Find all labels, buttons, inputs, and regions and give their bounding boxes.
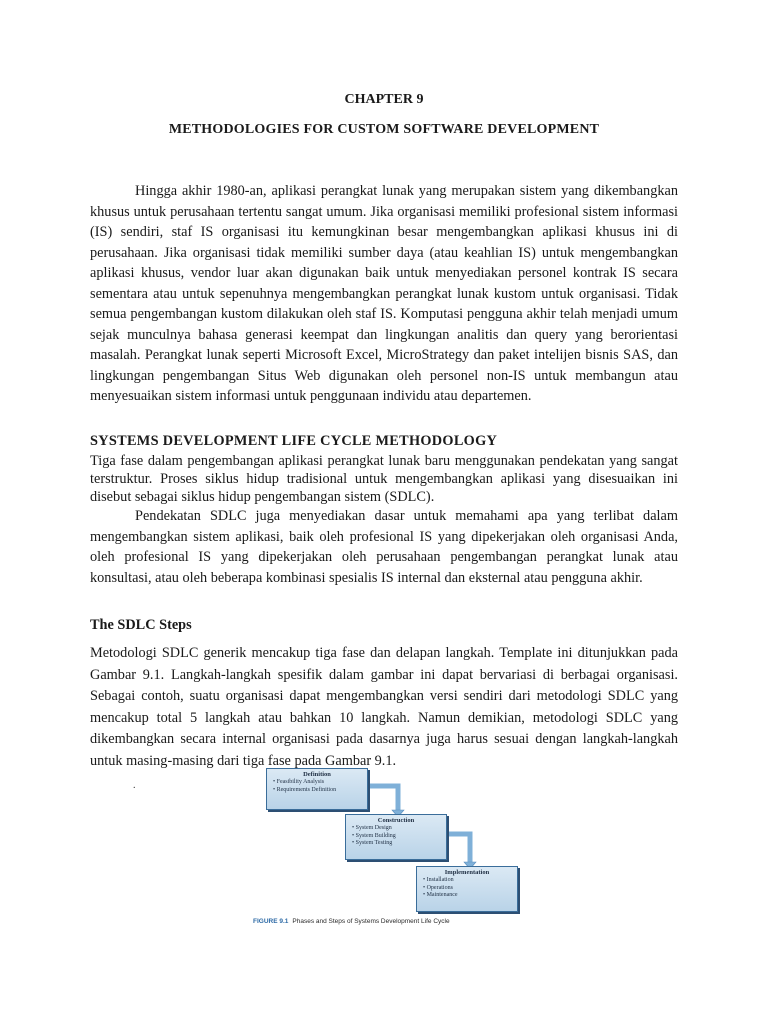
phase-box-implementation	[416, 866, 518, 912]
phase-step: • Maintenance	[423, 892, 458, 898]
phase-step: • System Testing	[352, 840, 393, 846]
phase-step: • Installation	[423, 877, 454, 883]
arrow-definition-to-construction	[366, 786, 398, 812]
figure-number: FIGURE 9.1	[253, 918, 289, 925]
chapter-label: CHAPTER 9	[344, 92, 424, 107]
paragraph-sdlc-steps: Metodologi SDLC generik mencakup tiga fase dan delapan langkah. Template ini ditunjukkan pada Gambar 9.1. Langkah-langkah spesifik dalam gambar ini dapat bervariasi di berbagai organisasi. Sebagai contoh, suatu organisasi dapat mengembangkan versi sendiri dari metodologi SDLC yang mencakup total 5 langkah atau bahkan 10 langkah. Namun demikian, metodologi SDLC yang dikembangkan secara internal organisasi pada dasarnya juga harus sesuai dengan langkah-langkah untuk masing-masing dari tiga fase pada Gambar 9.1.	[90, 645, 678, 769]
section-heading-sdlc: SYSTEMS DEVELOPMENT LIFE CYCLE METHODOLOGY	[90, 433, 498, 449]
phase-step: • Operations	[423, 884, 453, 891]
paragraph-sdlc-phases: Tiga fase dalam pengembangan aplikasi perangkat lunak baru menggunakan pendekatan yang sangat terstruktur. Proses siklus hidup tradisional untuk mengembangkan aplikasi yang disesuaikan ini disebut sebagai siklus hidup pengembangan sistem (SDLC).	[90, 453, 678, 505]
paragraph-sdlc-approach: Pendekatan SDLC juga menyediakan dasar untuk memahami apa yang terlibat dalam mengembangkan sistem aplikasi, baik oleh profesional IS yang dipekerjakan oleh organisasi Anda, oleh profesional IS yang dipekerjakan oleh perusahaan pengembangan perangkat lunak atau konsultasi, atau oleh beberapa kombinasi spesialis IS internal dan eksternal atau pengguna akhir.	[90, 508, 678, 586]
figure-caption	[253, 918, 450, 925]
sdlc-figure	[253, 764, 538, 934]
phase-step: • Requirements Definition	[273, 786, 337, 793]
arrow-construction-to-implementation	[445, 834, 470, 864]
phase-box-construction	[345, 814, 447, 860]
chapter-title: METHODOLOGIES FOR CUSTOM SOFTWARE DEVELOPMENT	[168, 122, 600, 137]
stray-mark: .	[133, 780, 136, 791]
paragraph-intro: Hingga akhir 1980-an, aplikasi perangkat lunak yang merupakan sistem yang dikembangkan khusus untuk perusahaan tertentu sangat umum. Jika organisasi memiliki profesional sistem informasi (IS) sendiri, staf IS organisasi itu kemungkinan besar mengembangkan aplikasi khusus ini di perusahaan. Jika organisasi tidak memiliki sumber daya (atau keahlian IS) untuk mengembangkan aplikasi khusus, vendor luar akan digunakan baik untuk menyediakan personel kontrak IS secara sementara atau untuk sepenuhnya mengembangkan perangkat lunak kustom untuk organisasi. Tidak semua pengembangan kustom dilakukan oleh staf IS. Komputasi pengguna akhir telah menjadi umum sejak munculnya bahasa generasi keempat dan lingkungan analitis dan query yang berorientasi masalah. Perangkat lunak seperti Microsoft Excel, MicroStrategy dan paket intelijen bisnis SAS, dan lingkungan pengembangan Situs Web digunakan oleh personel non-IS untuk membangun atau menyesuaikan sistem informasi untuk penggunaan individu atau departemen.	[90, 183, 678, 404]
phase-title: Definition	[303, 771, 331, 778]
figure-caption-text: Phases and Steps of Systems Development Life Cycle	[292, 918, 450, 925]
subheading-sdlc-steps: The SDLC Steps	[90, 617, 192, 633]
phase-step: • System Building	[352, 832, 396, 839]
phase-title: Implementation	[444, 869, 490, 876]
phase-title: Construction	[377, 817, 415, 824]
phase-step: • Feasibility Analysis	[273, 779, 325, 785]
phase-step: • System Design	[352, 825, 392, 831]
phase-box-definition	[266, 768, 368, 810]
